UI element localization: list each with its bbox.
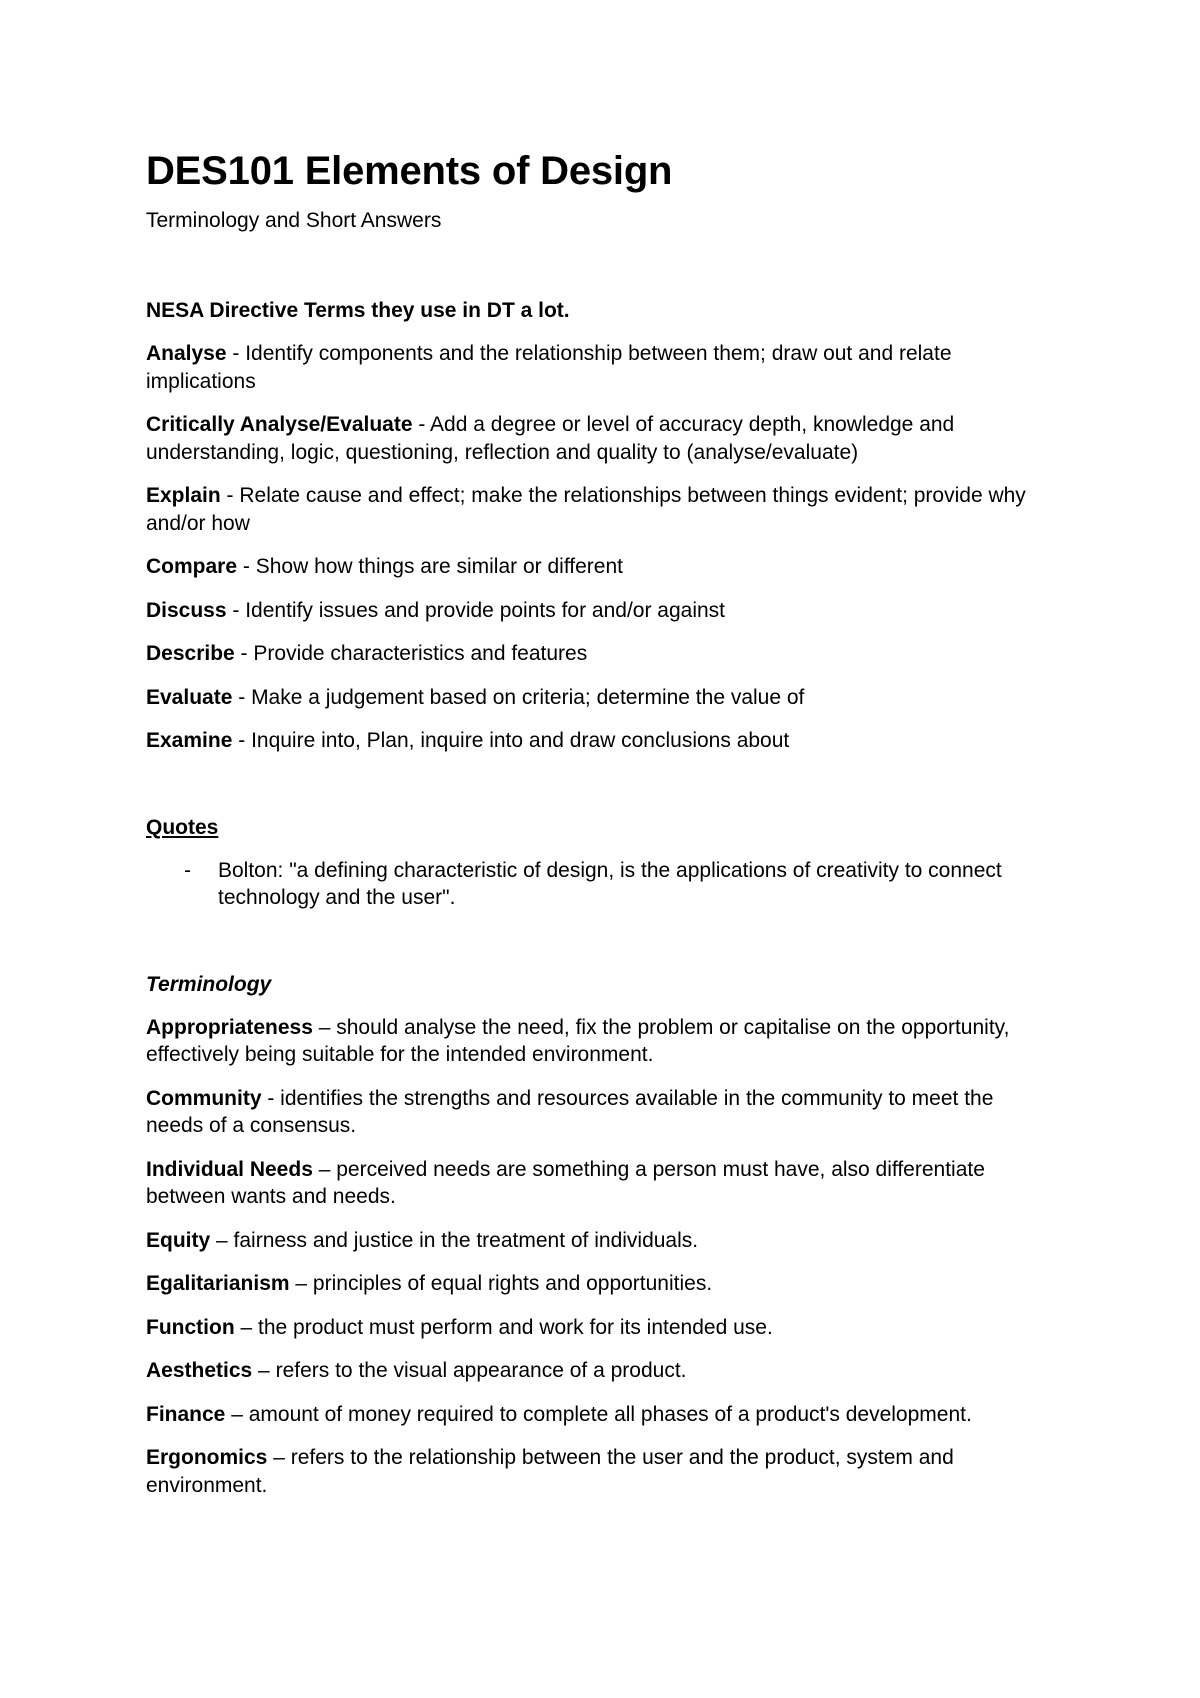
terminology-definition: refers to the visual appearance of a product. bbox=[275, 1359, 687, 1382]
terminology-definition: perceived needs are something a person must have, also differentiate between wants and needs. bbox=[146, 1157, 985, 1208]
terminology-term: Ergonomics bbox=[146, 1446, 268, 1469]
term-separator: - bbox=[237, 555, 256, 578]
document-subtitle: Terminology and Short Answers bbox=[146, 209, 442, 232]
directive-definition: Make a judgement based on criteria; determine the value of bbox=[251, 685, 805, 709]
directive-term: Examine bbox=[146, 729, 233, 752]
term-separator: – bbox=[312, 1015, 337, 1039]
quote-text: Bolton: "a defining characteristic of design, is the applications of creativity to connect technology and the user". bbox=[218, 858, 1002, 909]
term-separator: – bbox=[225, 1402, 249, 1426]
term-separator: – bbox=[210, 1228, 234, 1252]
terminology-term: Individual Needs bbox=[146, 1157, 313, 1181]
term-separator: - bbox=[226, 342, 246, 365]
terminology-entry bbox=[146, 1014, 1050, 1069]
terminology-term: Egalitarianism bbox=[146, 1272, 290, 1295]
term-separator: - bbox=[261, 1086, 281, 1110]
list-bullet: - bbox=[184, 858, 191, 882]
directive-term-entry bbox=[146, 340, 1050, 395]
terminology-term: Community bbox=[146, 1086, 262, 1110]
directive-term-entry bbox=[146, 482, 1050, 537]
directive-terms-list bbox=[146, 340, 1050, 755]
terminology-entry bbox=[146, 1085, 1050, 1140]
term-separator: – bbox=[289, 1272, 313, 1295]
directive-terms-heading: NESA Directive Terms they use in DT a lot. bbox=[146, 299, 570, 322]
directive-definition: Identify issues and provide points for and/or against bbox=[245, 598, 726, 622]
term-separator: - bbox=[226, 598, 246, 622]
directive-definition: Add a degree or level of accuracy depth, knowledge and understanding, logic, questioning, reflection and quality to (analyse/evaluate) bbox=[146, 413, 955, 464]
terminology-term: Appropriateness bbox=[146, 1015, 313, 1039]
directive-definition: Inquire into, Plan, inquire into and draw conclusions about bbox=[251, 729, 790, 752]
term-separator: - bbox=[412, 413, 431, 436]
term-separator: - bbox=[220, 484, 240, 507]
terminology-list bbox=[146, 1014, 1050, 1500]
directive-term: Discuss bbox=[146, 598, 227, 622]
terminology-definition: identifies the strengths and resources available in the community to meet the needs of a consensus. bbox=[146, 1086, 994, 1137]
quote-item bbox=[146, 857, 1050, 912]
terminology-definition: principles of equal rights and opportunities. bbox=[312, 1272, 713, 1295]
term-separator: - bbox=[232, 685, 252, 709]
document-title: DES101 Elements of Design bbox=[146, 149, 673, 193]
directive-term: Compare bbox=[146, 555, 238, 578]
terminology-entry bbox=[146, 1227, 1050, 1255]
directive-term: Evaluate bbox=[146, 685, 233, 709]
directive-term: Critically Analyse/Evaluate bbox=[146, 413, 413, 436]
terminology-term: Equity bbox=[146, 1228, 211, 1252]
terminology-entry bbox=[146, 1314, 1050, 1342]
terminology-term: Function bbox=[146, 1315, 235, 1339]
directive-term-entry bbox=[146, 411, 1050, 466]
terminology-term: Finance bbox=[146, 1402, 226, 1426]
terminology-definition: refers to the relationship between the user and the product, system and environment. bbox=[146, 1446, 954, 1497]
directive-term-entry bbox=[146, 727, 1050, 755]
terminology-heading: Terminology bbox=[146, 972, 272, 996]
directive-term-entry bbox=[146, 597, 1050, 625]
terminology-entry bbox=[146, 1270, 1050, 1298]
terminology-definition: the product must perform and work for its intended use. bbox=[258, 1315, 773, 1339]
quotes-list bbox=[146, 857, 1050, 912]
terminology-term: Aesthetics bbox=[146, 1359, 253, 1382]
term-separator: - bbox=[234, 642, 254, 665]
directive-term-entry bbox=[146, 553, 1050, 581]
directive-term: Analyse bbox=[146, 342, 227, 365]
directive-definition: Provide characteristics and features bbox=[253, 642, 588, 665]
term-separator: - bbox=[232, 729, 252, 752]
directive-term: Describe bbox=[146, 642, 235, 665]
terminology-definition: amount of money required to complete all phases of a product's development. bbox=[248, 1402, 972, 1426]
directive-term-entry bbox=[146, 684, 1050, 712]
directive-term-entry bbox=[146, 640, 1050, 668]
directive-definition: Identify components and the relationship between them; draw out and relate implications bbox=[146, 342, 952, 393]
terminology-definition: fairness and justice in the treatment of individuals. bbox=[233, 1228, 699, 1252]
terminology-entry bbox=[146, 1401, 1050, 1429]
term-separator: – bbox=[252, 1359, 276, 1382]
quotes-heading: Quotes bbox=[146, 815, 219, 839]
terminology-entry bbox=[146, 1156, 1050, 1211]
directive-definition: Show how things are similar or different bbox=[255, 555, 623, 578]
term-separator: – bbox=[267, 1446, 291, 1469]
term-separator: – bbox=[312, 1157, 337, 1181]
terminology-entry bbox=[146, 1357, 1050, 1385]
term-separator: – bbox=[234, 1315, 259, 1339]
directive-definition: Relate cause and effect; make the relationships between things evident; provide why and/or how bbox=[146, 484, 1026, 535]
terminology-entry bbox=[146, 1444, 1050, 1499]
directive-term: Explain bbox=[146, 484, 221, 507]
terminology-definition: should analyse the need, fix the problem or capitalise on the opportunity, effectively being suitable for the intended environment. bbox=[146, 1015, 1010, 1066]
